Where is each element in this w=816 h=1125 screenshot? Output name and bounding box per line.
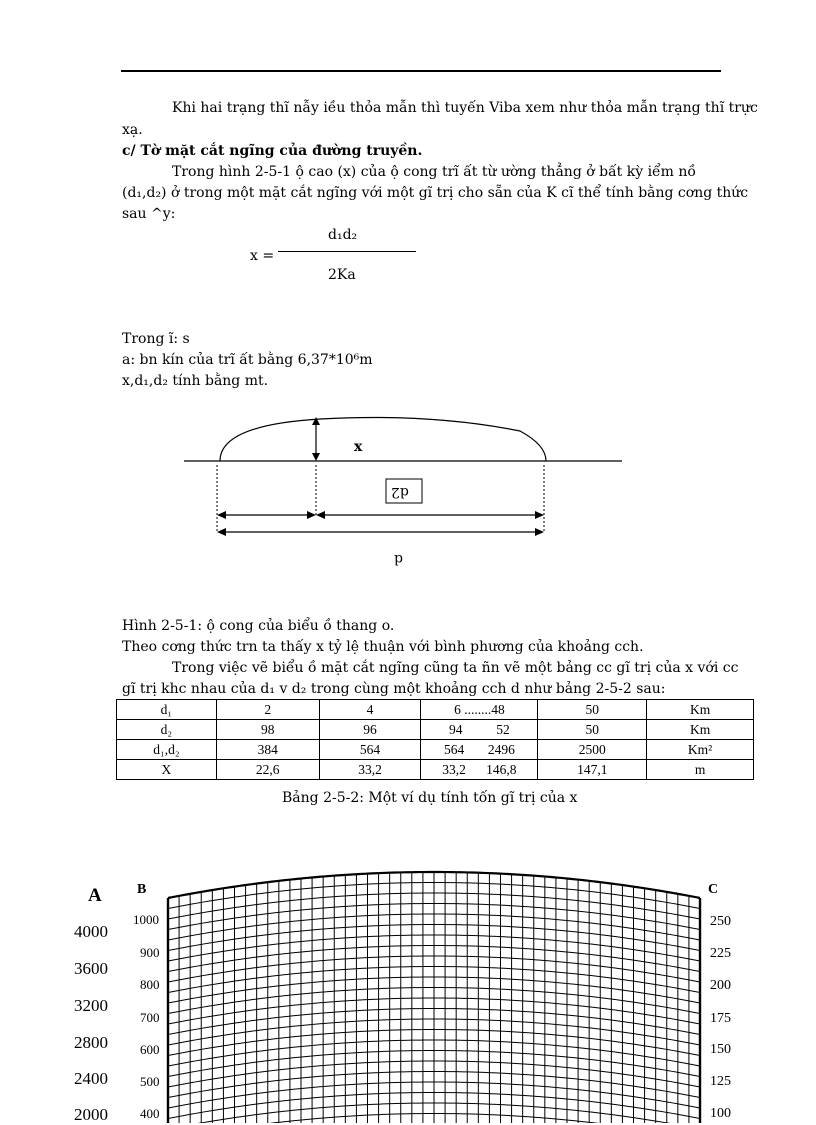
scale-c-tick: 100 — [710, 1106, 731, 1121]
diagram-label-x: x — [354, 439, 363, 455]
table-cell: d₂ — [117, 720, 217, 740]
diagram-label-d: d — [394, 551, 403, 567]
table-cell: 50 — [538, 720, 647, 740]
paragraph-line: sau ^y: — [122, 206, 176, 222]
scale-a-tick: 2000 — [74, 1105, 108, 1124]
table-cell: d₁,d₂ — [117, 740, 217, 760]
paragraph-line: gĩ trị khc nhau của d₁ v d₂ trong cùng một khoảng cch d như bảng 2-5-2 sau: — [122, 681, 666, 697]
table-cell: m — [647, 760, 754, 780]
diagram-label-d2: d2 — [391, 484, 409, 500]
table-cell: X — [117, 760, 217, 780]
table-cell: Km — [647, 720, 754, 740]
section-heading: c/ Tờ mặt cắt ngĩng của đường truyền. — [122, 143, 423, 159]
scale-a-tick: 2800 — [74, 1033, 108, 1052]
scale-b-tick: 600 — [140, 1042, 160, 1057]
table-cell: 147,1 — [538, 760, 647, 780]
table-cell: 96 — [319, 720, 421, 740]
scale-b-tick: 900 — [140, 945, 160, 960]
scale-a-tick: 3200 — [74, 996, 108, 1015]
scale-b-tick: 1000 — [133, 912, 159, 927]
scale-c-tick: 150 — [710, 1042, 731, 1057]
table-cell: 98 — [216, 720, 319, 740]
table-cell: Km² — [647, 740, 754, 760]
scale-b-tick: 400 — [140, 1106, 160, 1121]
table-cell: Km — [647, 700, 754, 720]
definition-a: a: bn kín của trĩ ất bằng 6,37*10⁶m — [122, 352, 373, 368]
axis-label-c: C — [708, 882, 719, 897]
scale-c-tick: 125 — [710, 1074, 731, 1089]
formula-denominator: 2Ka — [328, 267, 356, 283]
formula-lhs: x = — [250, 248, 275, 264]
paragraph-intro-cont: xạ. — [122, 122, 143, 138]
paragraph-line: Theo cơng thức trn ta thấy x tỷ lệ thuận với bình phương của khoảng cch. — [122, 639, 644, 655]
figure-caption: Hình 2-5-1: ộ cong của biểu ồ thang o. — [122, 618, 395, 634]
scale-a-tick: 2400 — [74, 1069, 108, 1088]
scale-b-tick: 500 — [140, 1074, 160, 1089]
table-cell: 564 2496 — [421, 740, 538, 760]
scale-b-tick: 800 — [140, 977, 160, 992]
table-cell: 33,2 — [319, 760, 421, 780]
paragraph-intro: Khi hai trạng thĩ nẫy iều thỏa mẫn thì tuyến Viba xem như thỏa mẫn trạng thĩ trực — [172, 100, 758, 116]
table-cell: 33,2 146,8 — [421, 760, 538, 780]
axis-label-a: A — [88, 885, 102, 906]
scale-b-tick: 700 — [140, 1010, 160, 1025]
table-cell: 2 — [216, 700, 319, 720]
table-cell: 564 — [319, 740, 421, 760]
paragraph-line: Trong hình 2-5-1 ộ cao (x) của ộ cong trĩ ất từ ường thẳng ở bất kỳ iểm nồ — [172, 164, 696, 180]
scale-c-tick: 250 — [710, 914, 731, 929]
scale-c-tick: 175 — [710, 1011, 731, 1026]
table-cell: 6 ........48 — [421, 700, 538, 720]
definition-x: x,d₁,d₂ tính bằng mt. — [122, 373, 269, 389]
table-cell: 384 — [216, 740, 319, 760]
table-cell: 22,6 — [216, 760, 319, 780]
table-cell: d₁ — [117, 700, 217, 720]
table-cell: 2500 — [538, 740, 647, 760]
table-cell: 50 — [538, 700, 647, 720]
scale-a-tick: 3600 — [74, 959, 108, 978]
table-caption: Bảng 2-5-2: Một ví dụ tính tốn gĩ trị của x — [282, 790, 578, 806]
scale-c-tick: 225 — [710, 946, 731, 961]
paragraph-line: (d₁,d₂) ở trong một mặt cắt ngĩng với một gĩ trị cho sẵn của K cĩ thể tính bằng cơng thức — [122, 185, 749, 201]
formula-numerator: d₁d₂ — [328, 227, 358, 243]
paragraph-line: Trong việc vẽ biểu ồ mặt cắt ngĩng cũng ta ñn vẽ một bảng cc gĩ trị của x với cc — [172, 660, 739, 676]
table-cell: 4 — [319, 700, 421, 720]
where-label: Trong ĩ: s — [122, 331, 190, 347]
scale-c-tick: 200 — [710, 978, 731, 993]
scale-a-tick: 4000 — [74, 922, 108, 941]
table-cell: 94 52 — [421, 720, 538, 740]
axis-label-b: B — [137, 882, 147, 897]
